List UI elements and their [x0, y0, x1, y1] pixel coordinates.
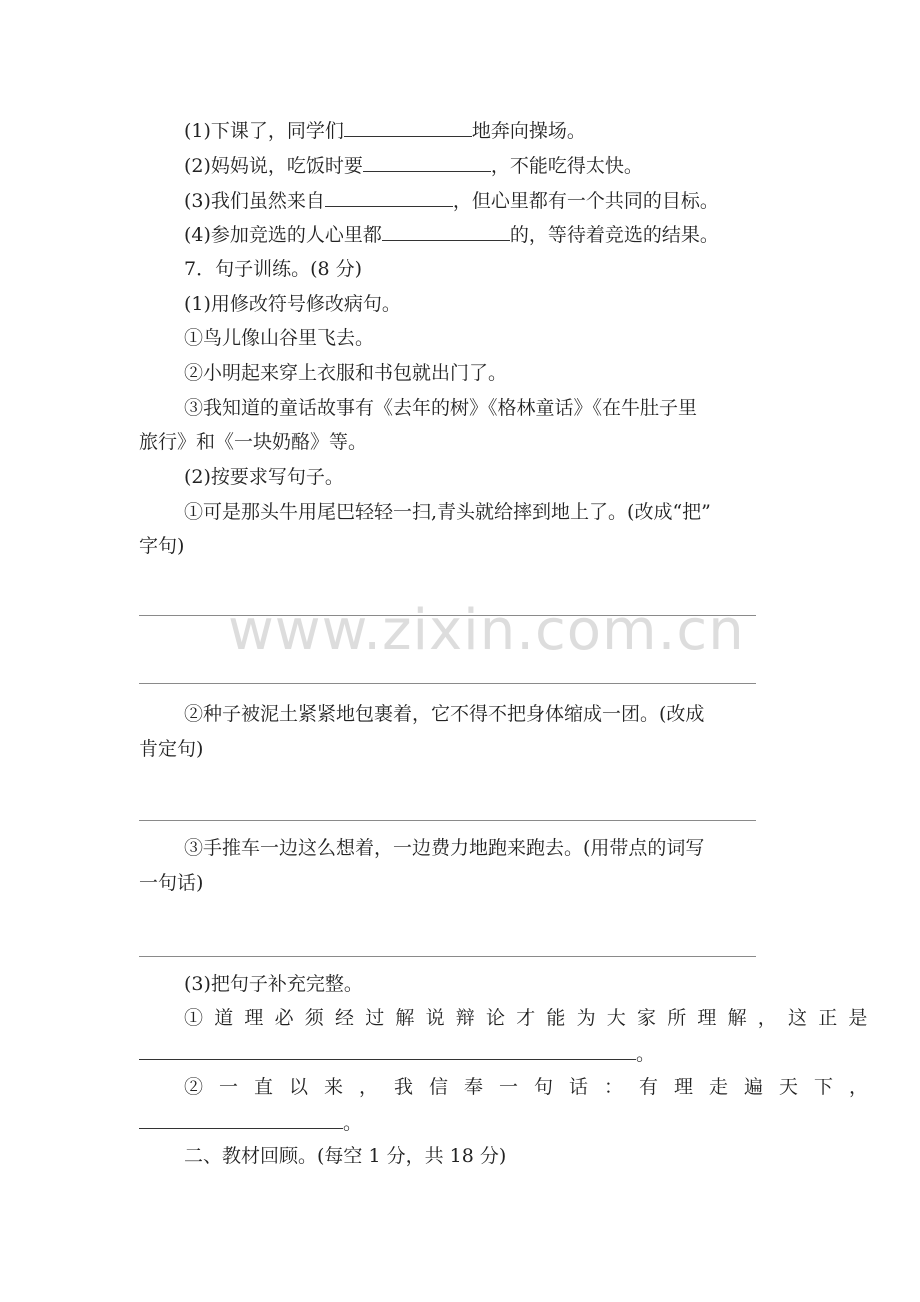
q6-item-1-pre: (1)下课了，同学们: [184, 120, 344, 142]
answer-line-1[interactable]: [139, 615, 756, 616]
q7-part1-item1: ①鸟儿像山谷里飞去。: [184, 327, 375, 349]
q7-part1-item3-line1: ③我知道的童话故事有《去年的树》《格林童话》《在牛肚子里: [184, 397, 698, 419]
q7-part3-item2-line1: ②一直以来，我信奉一句话：有理走遍天下，: [184, 1076, 885, 1098]
q7-part3-item2-line2: [139, 1110, 362, 1135]
q6-item-4-blank[interactable]: [382, 222, 510, 241]
q7-part1-title: (1)用修改符号修改病句。: [184, 293, 401, 315]
answer-line-2[interactable]: [139, 683, 756, 684]
q7-part3-item2-end: 。: [343, 1112, 363, 1134]
q7-part2-item1-line2: 字句): [139, 535, 185, 557]
q6-item-3: [184, 188, 719, 213]
q7-part2-item2-line1: ②种子被泥土紧紧地包裹着，它不得不把身体缩成一团。(改成: [184, 703, 705, 725]
q7-part2-item3-line2: 一句话): [139, 872, 204, 894]
q7-part3-item1-end: 。: [636, 1043, 656, 1065]
q6-item-2-pre: (2)妈妈说，吃饭时要: [184, 155, 363, 177]
q6-item-4-post: 的，等待着竞选的结果。: [509, 224, 719, 246]
q7-part2-title: (2)按要求写句子。: [184, 466, 344, 488]
q7-part1-item3-line2: 旅行》和《一块奶酪》等。: [139, 431, 368, 453]
q7-part3-item2-blank[interactable]: [139, 1110, 343, 1129]
answer-line-3[interactable]: [139, 820, 756, 821]
q7-part3-item1-blank[interactable]: [139, 1041, 636, 1060]
q7-part2-item2-line2: 肯定句): [139, 738, 204, 760]
q7-part2-item1-line1: ①可是那头牛用尾巴轻轻一扫,青头就给摔到地上了。(改成“把”: [184, 501, 711, 523]
q6-item-3-pre: (3)我们虽然来自: [184, 190, 325, 212]
q7-part1-item2: ②小明起来穿上衣服和书包就出门了。: [184, 362, 508, 384]
q6-item-2-blank[interactable]: [363, 153, 491, 172]
q6-item-2-post: ，不能吃得太快。: [490, 155, 643, 177]
q7-part2-item3-line1: ③手推车一边这么想着，一边费力地跑来跑去。(用带点的词写: [184, 837, 705, 859]
watermark: www.zixin.com.cn: [228, 598, 745, 663]
q7-title: 7．句子训练。(8 分): [184, 258, 363, 280]
q6-item-3-blank[interactable]: [325, 188, 453, 207]
q6-item-3-post: ，但心里都有一个共同的目标。: [452, 190, 719, 212]
q6-item-2: [184, 153, 643, 178]
q7-part3-item1-line2: [139, 1041, 655, 1066]
q7-part3-title: (3)把句子补充完整。: [184, 973, 363, 995]
q6-item-1-blank[interactable]: [344, 118, 472, 137]
answer-line-4[interactable]: [139, 956, 756, 957]
q6-item-4-pre: (4)参加竞选的人心里都: [184, 224, 382, 246]
section-two-title: 二、教材回顾。(每空 1 分，共 18 分): [184, 1145, 507, 1167]
q6-item-1: [184, 118, 586, 143]
q6-item-4: [184, 222, 719, 247]
q7-part3-item1-line1: ①道理必须经过解说辩论才能为大家所理解，这正是: [184, 1007, 879, 1029]
q6-item-1-post: 地奔向操场。: [471, 120, 586, 142]
